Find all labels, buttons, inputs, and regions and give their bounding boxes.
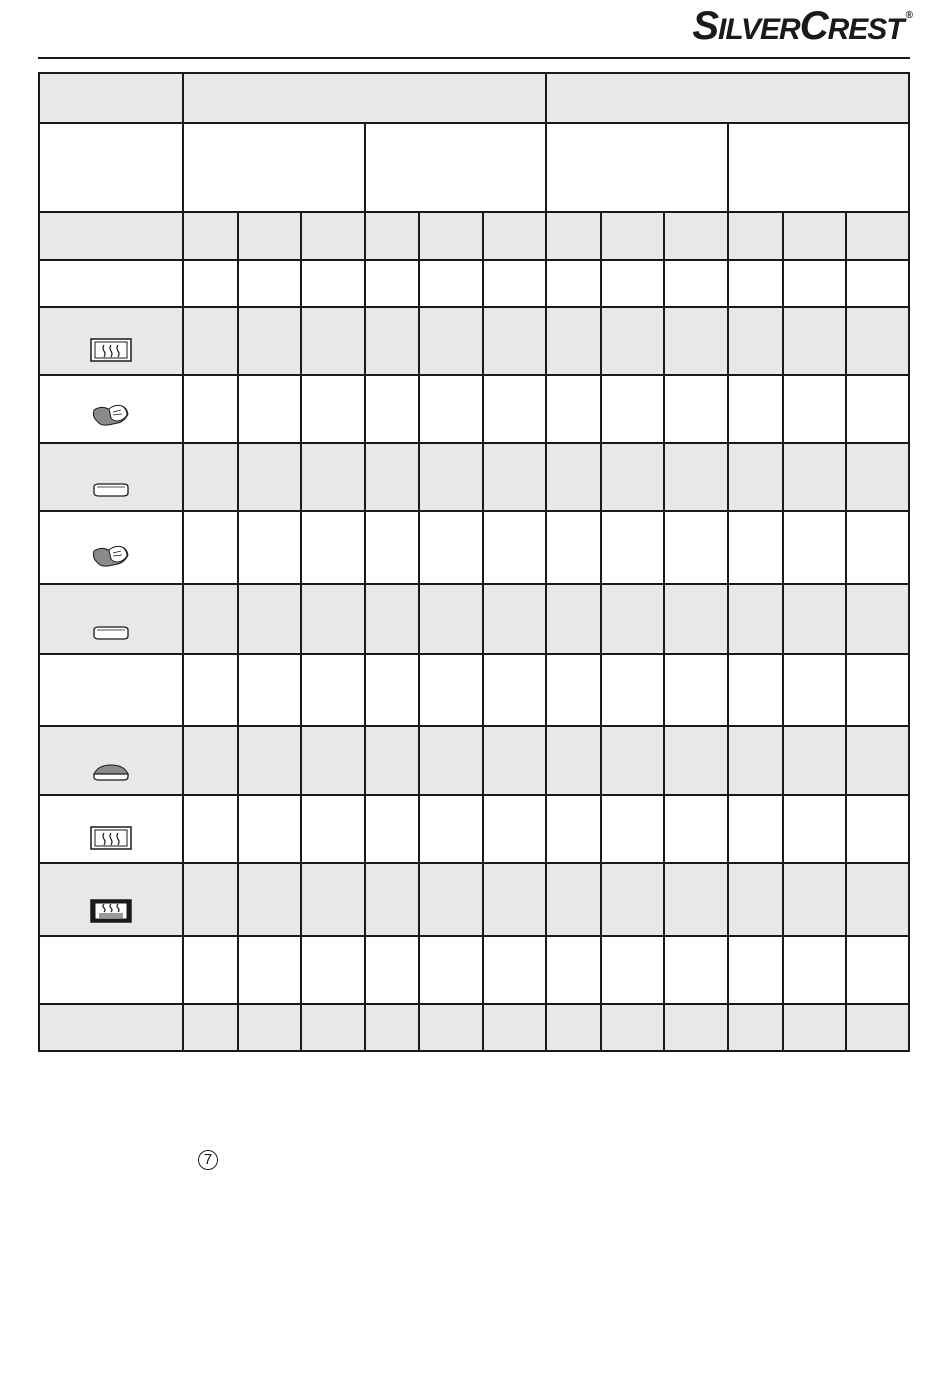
table-row — [39, 862, 909, 935]
wiping-cloth-icon — [91, 541, 131, 571]
steaming-tray-icon — [90, 899, 132, 923]
flat-dish-icon — [91, 625, 131, 641]
filled-dish-icon — [91, 764, 131, 782]
table-row — [39, 1003, 909, 1051]
brand-logo: SILVERCREST ® — [692, 4, 912, 48]
heating-tray-icon — [90, 338, 132, 362]
heating-tray-icon — [90, 826, 132, 850]
table-row — [39, 72, 909, 122]
wiping-cloth-icon — [91, 400, 131, 430]
table-row — [39, 306, 909, 374]
settings-table — [38, 72, 910, 1052]
table-row — [39, 583, 909, 653]
flat-dish-icon — [91, 482, 131, 498]
table-row — [39, 442, 909, 510]
header-rule — [38, 57, 910, 59]
table-row — [39, 725, 909, 794]
reference-marker: 7 — [198, 1150, 218, 1170]
table-grid — [38, 72, 910, 1052]
table-row — [39, 211, 909, 259]
